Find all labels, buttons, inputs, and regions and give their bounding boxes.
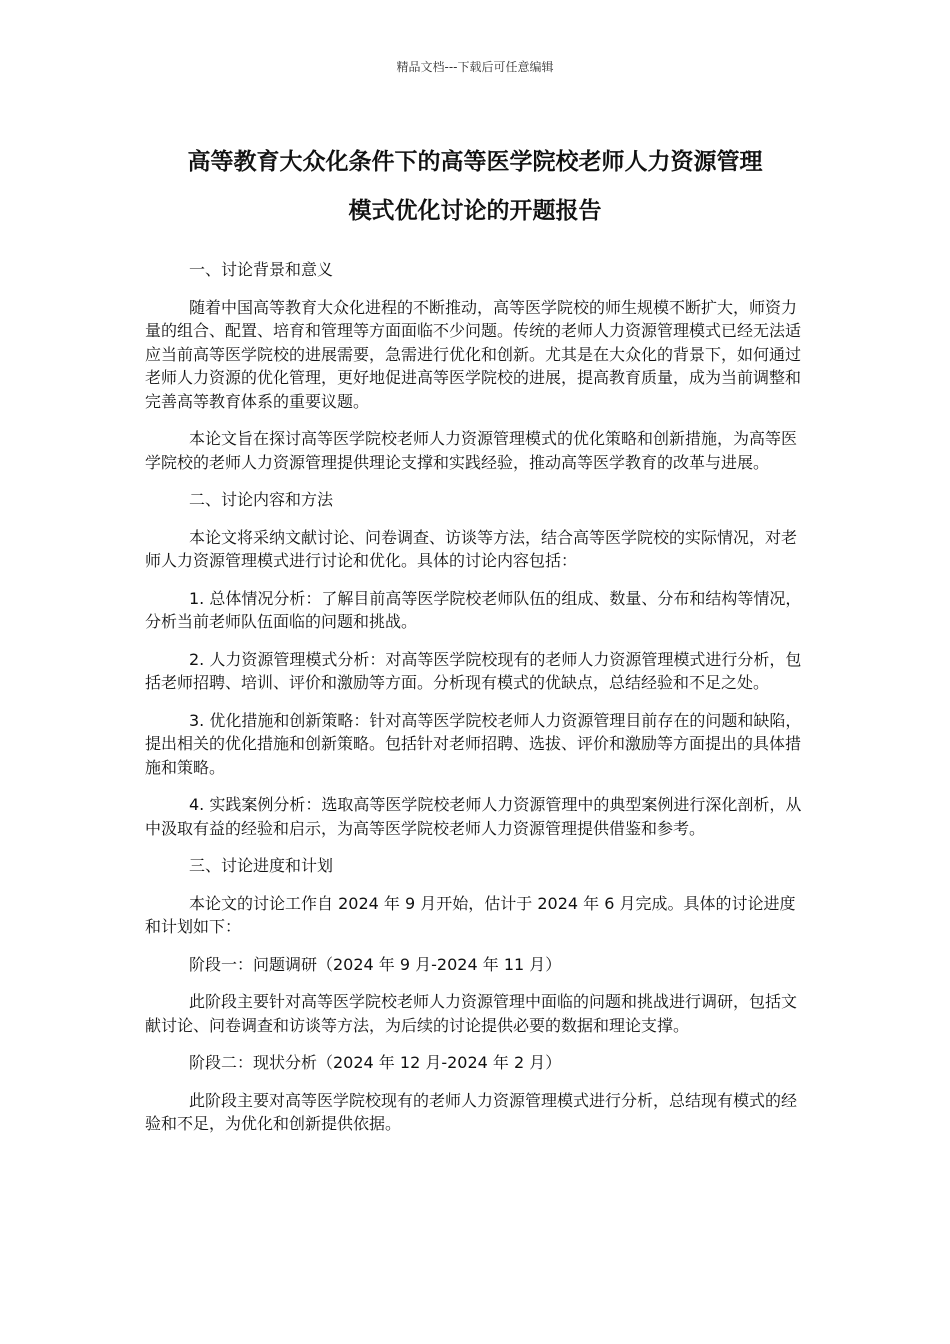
document-title [145, 138, 805, 236]
list-item: 3. 优化措施和创新策略：针对高等医学院校老师人力资源管理目前存在的问题和缺陷，提出相关的优化措施和创新策略。包括针对老师招聘、选拔、评价和激励等方面提出的具体措施和策略。 [145, 710, 802, 777]
list-item: 1. 总体情况分析：了解目前高等医学院校老师队伍的组成、数量、分布和结构等情况，分析当前老师队伍面临的问题和挑战。 [145, 588, 802, 631]
paragraph: 此阶段主要对高等医学院校现有的老师人力资源管理模式进行分析，总结现有模式的经验和不足，为优化和创新提供依据。 [145, 1090, 798, 1133]
paragraph: 此阶段主要针对高等医学院校老师人力资源管理中面临的问题和挑战进行调研，包括文献讨论、问卷调查和访谈等方法，为后续的讨论提供必要的数据和理论支撑。 [145, 992, 798, 1035]
document-body [145, 258, 810, 1150]
title-line-2: 模式优化讨论的开题报告 [348, 198, 602, 224]
paragraph: 本论文的讨论工作自 2024 年 9 月开始，估计于 2024 年 6 月完成。具体的讨论进度和计划如下： [145, 893, 796, 936]
paragraph: 随着中国高等教育大众化进程的不断推动，高等医学院校的师生规模不断扩大，师资力量的组合、配置、培育和管理等方面面临不少问题。传统的老师人力资源管理模式已经无法适应当前高等医学院校的进展需要，急需进行优化和创新。尤其是在大众化的背景下，如何通过老师人力资源的优化管理，更好地促进高等医学院校的进展，提高教育质量，成为当前调整和完善高等教育体系的重要议题。 [145, 297, 802, 411]
title-line-1: 高等教育大众化条件下的高等医学院校老师人力资源管理 [187, 149, 763, 175]
page-header: 精品文档---下载后可任意编辑 [396, 60, 554, 74]
stage-heading: 阶段一：问题调研（2024 年 9 月-2024 年 11 月） [189, 954, 562, 974]
list-item: 2. 人力资源管理模式分析：对高等医学院校现有的老师人力资源管理模式进行分析，包括老师招聘、培训、评价和激励等方面。分析现有模式的优缺点，总结经验和不足之处。 [145, 649, 802, 692]
stage-heading: 阶段二：现状分析（2024 年 12 月-2024 年 2 月） [189, 1053, 562, 1072]
section-heading-1: 一、讨论背景和意义 [189, 260, 334, 279]
section-heading-2: 二、讨论内容和方法 [189, 490, 334, 509]
section-heading-3: 三、讨论进度和计划 [189, 856, 334, 875]
paragraph: 本论文旨在探讨高等医学院校老师人力资源管理模式的优化策略和创新措施，为高等医学院校的老师人力资源管理提供理论支撑和实践经验，推动高等医学教育的改革与进展。 [145, 429, 798, 472]
paragraph: 本论文将采纳文献讨论、问卷调查、访谈等方法，结合高等医学院校的实际情况，对老师人力资源管理模式进行讨论和优化。具体的讨论内容包括： [145, 527, 798, 570]
list-item: 4. 实践案例分析：选取高等医学院校老师人力资源管理中的典型案例进行深化剖析，从中汲取有益的经验和启示，为高等医学院校老师人力资源管理提供借鉴和参考。 [145, 795, 802, 838]
